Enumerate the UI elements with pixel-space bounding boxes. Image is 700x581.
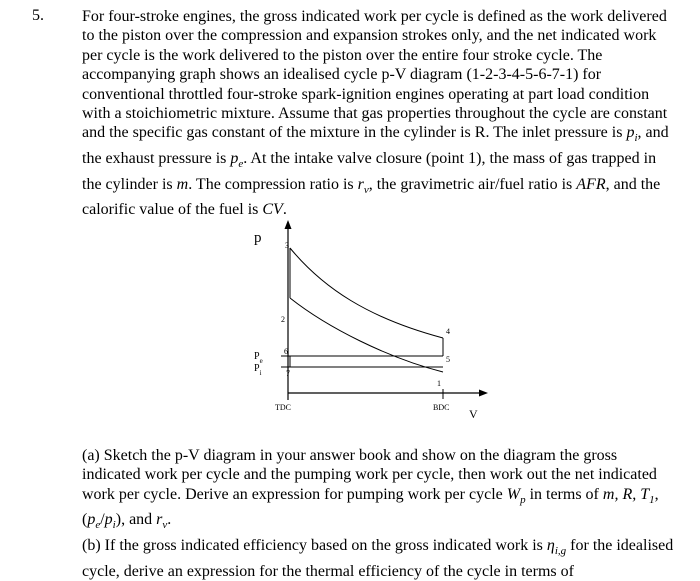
point-1: 1 <box>437 379 441 388</box>
question-intro: For four-stroke engines, the gross indicated work per cycle is defined as the work delivered to the piston over the compression and expansion strokes only, and the net indicated work per cycle is the work delivered to the piston over the entire four stroke cycle. The accompanying graph shows an idealised cycle p-V diagram (1-2-3-4-5-6-7-1) for conventional throttled four-stroke spark-ignition engines operating at part load condition with a stoichiometric mixture. Assume that gas properties throughout the cycle are constant and the specific gas constant of the mixture in the cylinder is R. The inlet pressure is $p_i$, and the exhaust pressure is $p_e$. At the intake valve closure (point 1), the mass of gas trapped in the cylinder is m. The compression ratio is $r_v$, the gravimetric air/fuel ratio is AFR, and the calorific value of the fuel is CV. <box>82 8 669 219</box>
point-7: 7 <box>286 369 290 378</box>
point-5: 5 <box>446 355 450 364</box>
v-axis-arrow <box>479 390 488 397</box>
question-parts <box>82 446 674 581</box>
x-axis-label: V <box>469 407 478 421</box>
bdc-label: BDC <box>433 403 450 412</box>
point-6: 6 <box>284 347 288 356</box>
question-number: 5. <box>32 7 44 24</box>
pi-label: $P_i$ <box>254 363 262 377</box>
pv-diagram <box>238 218 498 428</box>
y-axis-label: p <box>254 230 262 246</box>
part-a: (a) Sketch the p-V diagram in your answer book and show on the diagram the gross indicated work per cycle and the pumping work per cycle, then work out the net indicated work per cycle. Derive an expression for pumping work per cycle $W_p$ in terms of m, R, $T_1$, $(p_e/p_i)$, and $r_v$. <box>82 447 659 532</box>
point-2: 2 <box>281 315 285 324</box>
tdc-label: TDC <box>275 403 291 412</box>
pe-label: $P_e$ <box>254 351 263 365</box>
point-3: 3 <box>285 241 289 250</box>
process-3-4 <box>290 248 443 338</box>
point-4: 4 <box>446 327 450 336</box>
p-axis-arrow <box>285 220 292 229</box>
part-b: (b) If the gross indicated efficiency based on the gross indicated work is $\eta_{i,g}$ for the idealised cycle, derive an expression for the thermal efficiency of the cycle in terms of <box>82 537 674 580</box>
